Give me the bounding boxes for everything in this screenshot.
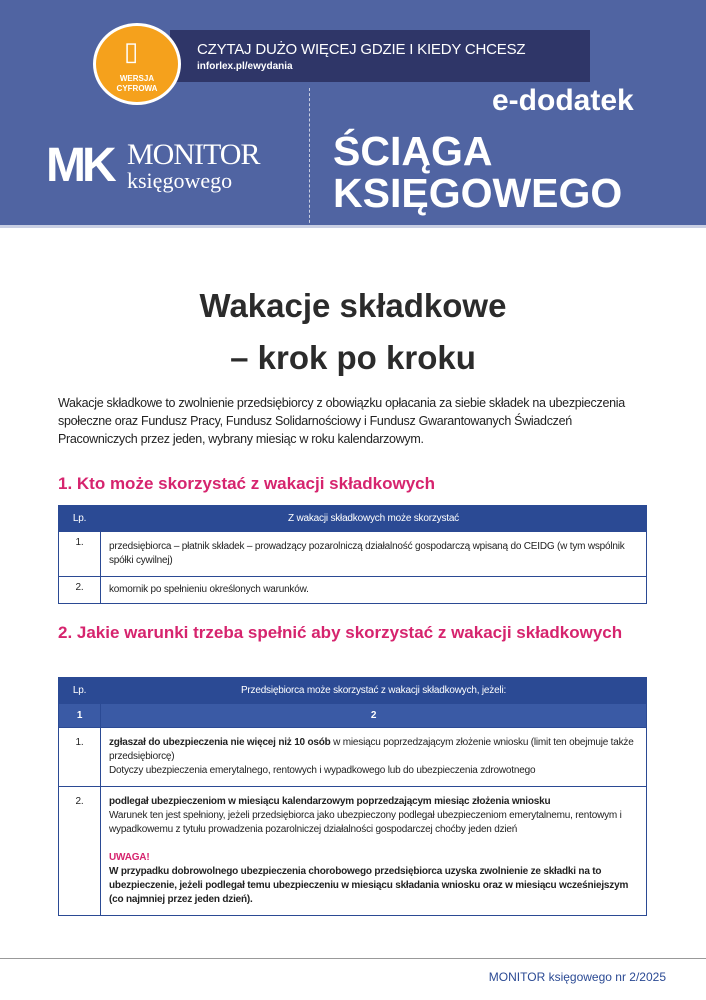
page-title: [0, 280, 706, 384]
table-row: [59, 577, 647, 604]
col-lp: Lp.: [59, 506, 101, 532]
col-main: Przedsiębiorca może skorzystać z wakacji składkowych, jeżeli:: [101, 678, 647, 704]
banner-slogan: CZYTAJ DUŻO WIĘCEJ GDZIE I KIEDY CHCESZ: [197, 41, 526, 58]
condition-text: Warunek ten jest spełniony, jeżeli przedsiębiorca jako ubezpieczony podlegał ubezpieczeniom emerytalnemu, rentowym i wypadkowemu z tytułu prowadzenia pozarolniczej działalności gospodarczej choćby jeden dzień: [109, 810, 622, 835]
section1-table: [58, 505, 647, 604]
col-lp: Lp.: [59, 678, 101, 704]
digital-version-badge: [93, 23, 181, 105]
warning-label: UWAGA!: [109, 852, 150, 863]
logo-monitor: MONITOR: [127, 138, 260, 171]
publication-title: [333, 130, 622, 214]
table-row: [59, 532, 647, 577]
row-text: komornik po spełnieniu określonych warunków.: [101, 577, 647, 604]
condition-note: Dotyczy ubezpieczenia emerytalnego, rentowych i wypadkowego lub do ubezpieczenia zdrowotnego: [109, 765, 536, 776]
digital-edition-banner[interactable]: [170, 30, 590, 82]
badge-text: CYFROWA: [116, 84, 158, 93]
badge-text: WERSJA: [119, 74, 155, 83]
row-number: 1.: [59, 728, 101, 787]
row-number: 2.: [59, 577, 101, 604]
footer-issue: MONITOR księgowego nr 2/2025: [488, 970, 666, 984]
table-row: [59, 787, 647, 916]
condition-text: w miesiącu poprzedzającym złożenie wniosku (limit ten obejmuje także przedsiębiorcę): [109, 737, 634, 762]
banner-link[interactable]: inforlex.pl/ewydania: [197, 61, 293, 72]
section2-heading: 2. Jakie warunki trzeba spełnić aby skorzystać z wakacji składkowych: [58, 623, 623, 642]
publication-title-line: KSIĘGOWEGO: [333, 170, 623, 216]
tablet-icon: ▯: [124, 36, 139, 66]
title-line: – krok po kroku: [230, 339, 476, 376]
row-number: 2.: [59, 787, 101, 916]
condition-bold: podlegał ubezpieczeniom w miesiącu kalendarzowym poprzedzającym miesiąc złożenia wniosku: [109, 796, 551, 807]
condition-bold: zgłaszał do ubezpieczenia nie więcej niż 10 osób: [109, 737, 331, 748]
section2-table: [58, 677, 647, 916]
section1-heading: 1. Kto może skorzystać z wakacji składkowych: [58, 474, 435, 493]
intro-paragraph: Wakacje składkowe to zwolnienie przedsiębiorcy z obowiązku opłacania za siebie składek na ubezpieczenia społeczne oraz Fundusz Pracy, Fundusz Solidarnościowy i Fundusz Gwarantowanych Świadczeń Pracowniczych przez jeden, wybrany miesiąc w roku kalendarzowym.: [58, 396, 625, 446]
col-number: 1: [59, 704, 101, 728]
warning-text: W przypadku dobrowolnego ubezpieczenia chorobowego przedsiębiorca uzyska zwolnienie ze składki na to ubezpieczenie, jeżeli podlegał temu ubezpieczeniu w miesiącu składania wniosku oraz w miesiącu wcześniejszym (co najmniej przez jeden dzień).: [109, 866, 629, 905]
masthead: [0, 0, 706, 228]
row-number: 1.: [59, 532, 101, 577]
logo-mark: MK: [46, 139, 113, 192]
title-line: Wakacje składkowe: [199, 287, 507, 324]
logo-ksiegowego: księgowego: [127, 168, 233, 193]
col-main: Z wakacji składkowych może skorzystać: [101, 506, 647, 532]
publication-title-line: ŚCIĄGA: [333, 128, 493, 174]
col-number: 2: [101, 704, 647, 728]
edodatek-label: e-dodatek: [492, 84, 634, 117]
row-text: przedsiębiorca – płatnik składek – prowadzący pozarolniczą działalność gospodarczą wpisaną do CEIDG (w tym wspólnik spółki cywilnej): [101, 532, 647, 577]
footer-divider: [0, 958, 706, 959]
table-row: [59, 728, 647, 787]
divider: [309, 88, 310, 228]
